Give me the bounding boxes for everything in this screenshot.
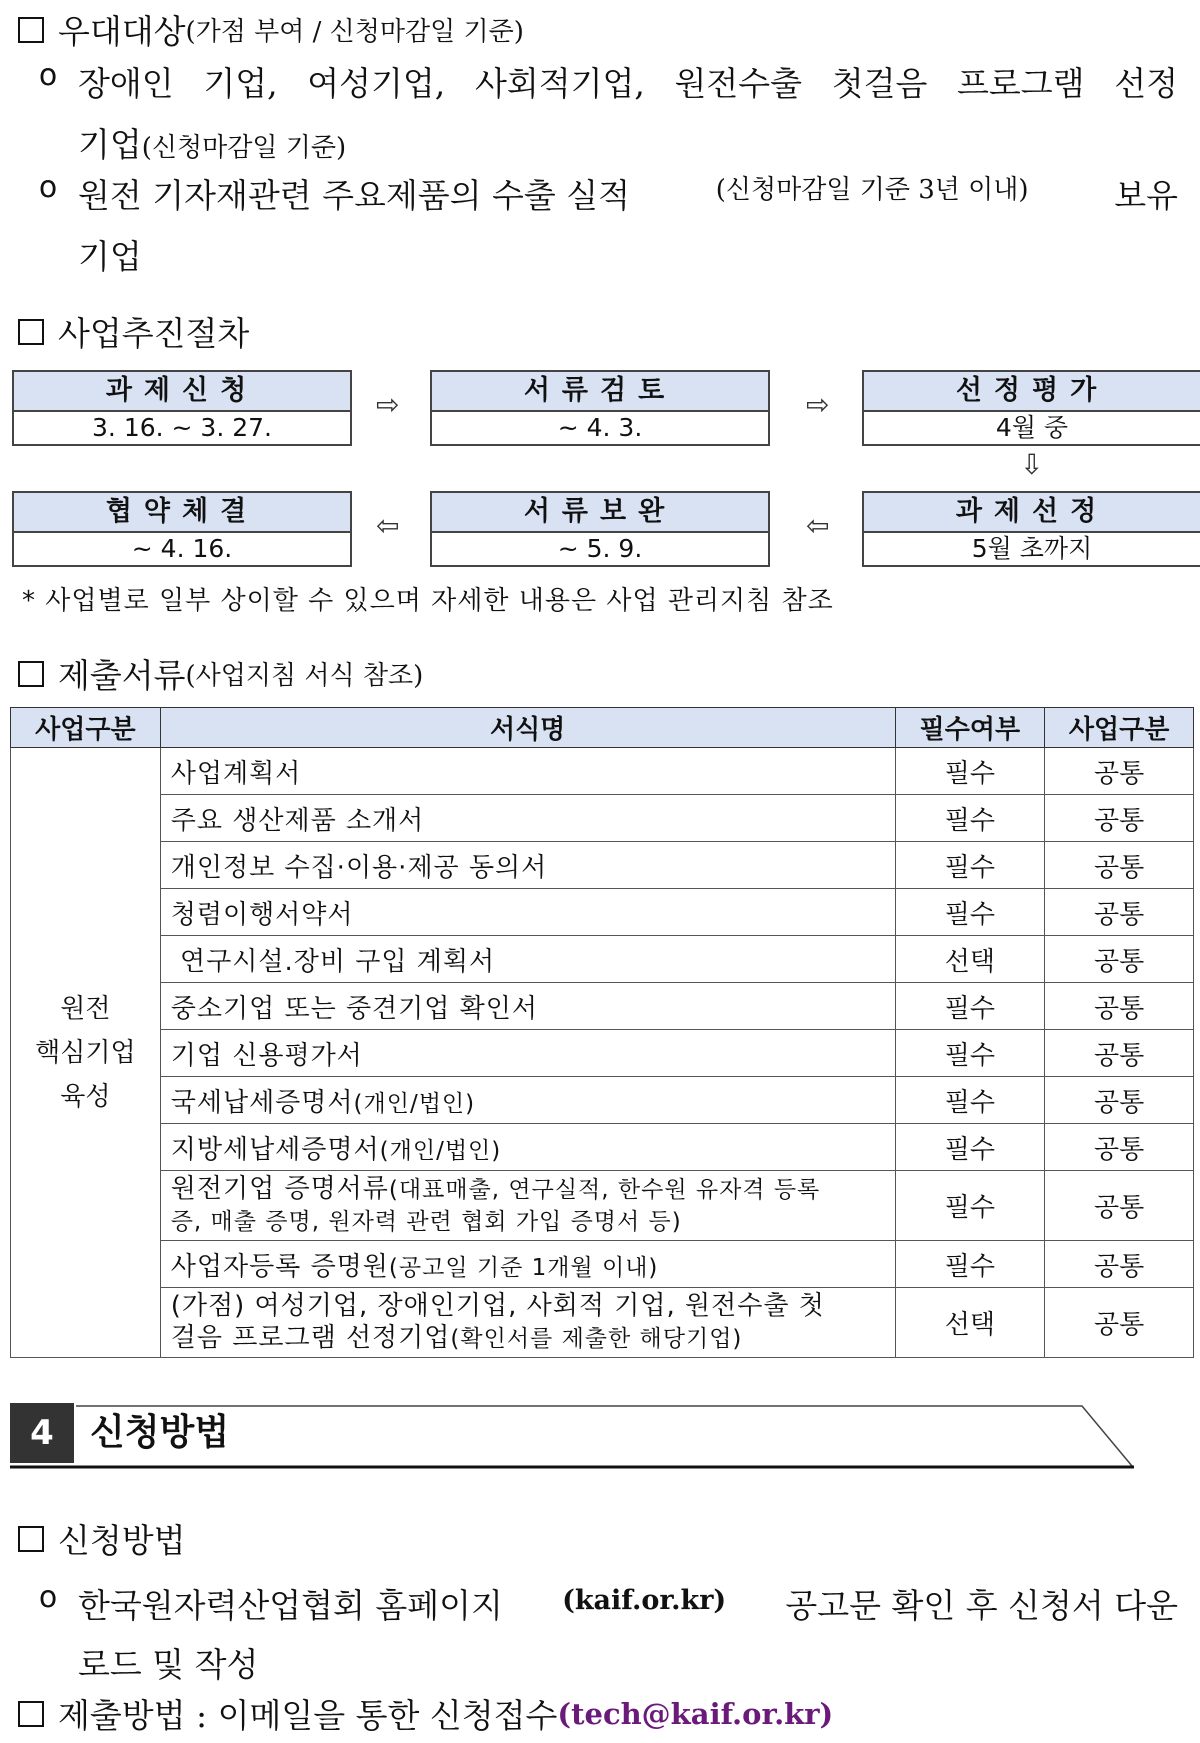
required-cell: 필수: [895, 983, 1045, 1030]
form-name-cell: 사업계획서: [160, 748, 895, 795]
table-row: [11, 889, 1194, 936]
checkbox-icon: [18, 1526, 44, 1552]
step-box-contract: 협약체결 ~ 4. 16.: [12, 491, 352, 567]
checkbox-icon: [18, 319, 44, 345]
bullet-icon: o: [38, 1580, 58, 1615]
table-row: [11, 1171, 1194, 1241]
required-cell: 선택: [895, 1288, 1045, 1358]
form-name-cell: 주요 생산제품 소개서: [160, 795, 895, 842]
step-box-selection: 과제선정 5월 초까지: [862, 491, 1200, 567]
arrow-left-icon: ⇦: [376, 509, 400, 542]
table-row: [11, 936, 1194, 983]
required-cell: 필수: [895, 889, 1045, 936]
required-cell: 선택: [895, 936, 1045, 983]
step-box-evaluation: 선정평가 4월 중: [862, 370, 1200, 446]
arrow-left-icon: ⇦: [806, 509, 830, 542]
email-link[interactable]: (tech@kaif.or.kr): [557, 1696, 834, 1731]
arrow-down-icon: ⇩: [1020, 448, 1044, 481]
category-cell: 원전 핵심기업 육성: [11, 748, 161, 1358]
procedure-note: * 사업별로 일부 상이할 수 있으며 자세한 내용은 사업 관리지침 참조: [22, 586, 834, 616]
type-cell: 공통: [1045, 1124, 1194, 1171]
preference-item-1: o 장애인 기업, 여성기업, 사회적기업, 원전수출 첫걸음 프로그램 선정 기업(신청마감일 기준): [18, 58, 1178, 166]
method-heading: 신청방법: [18, 1515, 186, 1562]
submit-heading: 제출방법 : 이메일을 통한 신청접수 (tech@kaif.or.kr): [18, 1690, 833, 1737]
form-name-cell: 사업자등록 증명원(공고일 기준 1개월 이내): [160, 1241, 895, 1288]
table-row: [11, 1288, 1194, 1358]
checkbox-icon: [18, 17, 44, 43]
required-cell: 필수: [895, 1124, 1045, 1171]
form-name-cell: 지방세납세증명서(개인/법인): [160, 1124, 895, 1171]
bullet-icon: o: [38, 170, 58, 205]
bullet-icon: o: [38, 58, 58, 93]
type-cell: 공통: [1045, 1241, 1194, 1288]
table-row: [11, 1241, 1194, 1288]
type-cell: 공통: [1045, 1288, 1194, 1358]
table-row: [11, 748, 1194, 795]
column-header: 필수여부: [895, 708, 1045, 748]
required-cell: 필수: [895, 795, 1045, 842]
table-row: [11, 1077, 1194, 1124]
form-name-cell: (가점) 여성기업, 장애인기업, 사회적 기업, 원전수출 첫 걸음 프로그램 선정기업(확인서를 제출한 해당기업): [160, 1288, 895, 1358]
form-name-cell: 청렴이행서약서: [160, 889, 895, 936]
form-name-cell: 원전기업 증명서류(대표매출, 연구실적, 한수원 유자격 등록 증, 매출 증명, 원자력 관련 협회 가입 증명서 등): [160, 1171, 895, 1241]
table-row: [11, 1030, 1194, 1077]
type-cell: 공통: [1045, 795, 1194, 842]
section-title: 신청방법: [90, 1412, 230, 1453]
table-row: [11, 842, 1194, 889]
type-cell: 공통: [1045, 1077, 1194, 1124]
type-cell: 공통: [1045, 842, 1194, 889]
column-header: 사업구분: [11, 708, 161, 748]
arrow-right-icon: ⇨: [376, 388, 400, 421]
documents-heading: 제출서류 (사업지침 서식 참조): [18, 650, 423, 697]
required-cell: 필수: [895, 1171, 1045, 1241]
column-header: 서식명: [160, 708, 895, 748]
method-item: o 한국원자력산업협회 홈페이지 (kaif.or.kr) 공고문 확인 후 신청서 다운 로드 및 작성: [18, 1580, 1178, 1686]
table-row: [11, 983, 1194, 1030]
section-number: 4: [10, 1403, 74, 1463]
column-header: 사업구분: [1045, 708, 1194, 748]
type-cell: 공통: [1045, 983, 1194, 1030]
preference-item-2: o 원전 기자재관련 주요제품의 수출 실적 (신청마감일 기준 3년 이내) 보유 기업: [18, 170, 1178, 278]
documents-table: [10, 707, 1194, 1358]
required-cell: 필수: [895, 1241, 1045, 1288]
required-cell: 필수: [895, 748, 1045, 795]
form-name-cell: 국세납세증명서(개인/법인): [160, 1077, 895, 1124]
procedure-heading: 사업추진절차: [18, 308, 249, 355]
type-cell: 공통: [1045, 748, 1194, 795]
arrow-right-icon: ⇨: [806, 388, 830, 421]
form-name-cell: 기업 신용평가서: [160, 1030, 895, 1077]
step-box-apply: 과제신청 3. 16. ~ 3. 27.: [12, 370, 352, 446]
preference-heading: 우대대상 (가점 부여 / 신청마감일 기준): [18, 6, 524, 53]
required-cell: 필수: [895, 1030, 1045, 1077]
type-cell: 공통: [1045, 889, 1194, 936]
table-row: [11, 1124, 1194, 1171]
type-cell: 공통: [1045, 1030, 1194, 1077]
checkbox-icon: [18, 661, 44, 687]
table-row: [11, 795, 1194, 842]
form-name-cell: 중소기업 또는 중견기업 확인서: [160, 983, 895, 1030]
table-header-row: [11, 708, 1194, 748]
type-cell: 공통: [1045, 1171, 1194, 1241]
form-name-cell: 연구시설.장비 구입 계획서: [160, 936, 895, 983]
required-cell: 필수: [895, 1077, 1045, 1124]
checkbox-icon: [18, 1701, 44, 1727]
step-box-review: 서류검토 ~ 4. 3.: [430, 370, 770, 446]
required-cell: 필수: [895, 842, 1045, 889]
step-box-supplement: 서류보완 ~ 5. 9.: [430, 491, 770, 567]
form-name-cell: 개인정보 수집·이용·제공 동의서: [160, 842, 895, 889]
type-cell: 공통: [1045, 936, 1194, 983]
